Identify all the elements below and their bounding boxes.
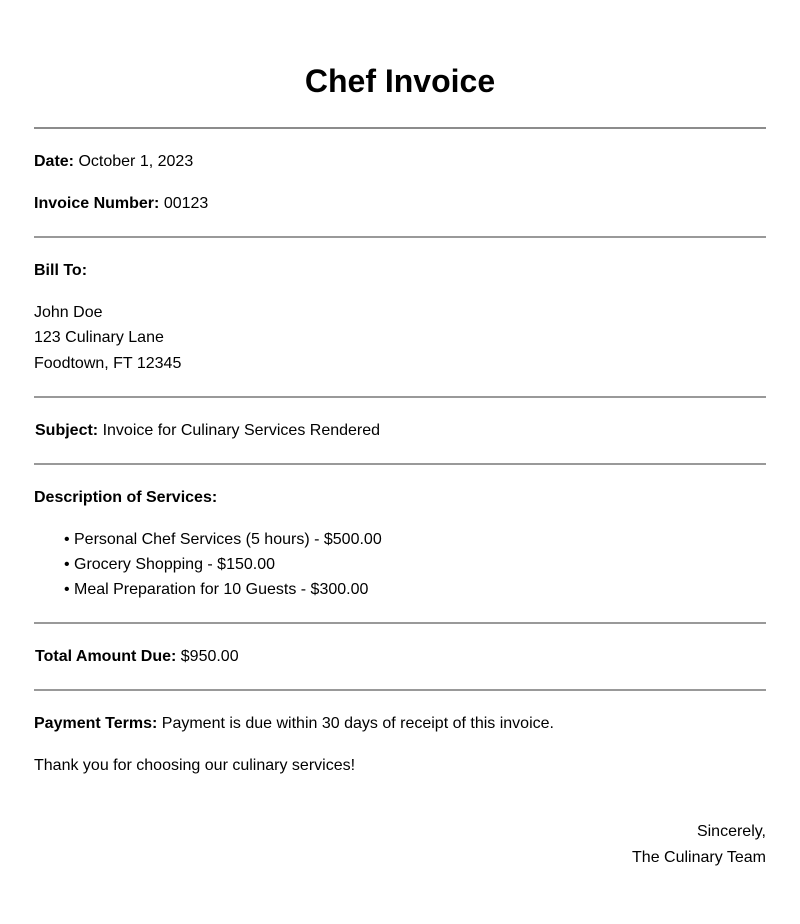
closing-block	[34, 822, 766, 868]
invoice-number	[34, 194, 766, 214]
services-label: Description of Services:	[34, 489, 218, 506]
payment-terms-label: Payment Terms:	[34, 715, 158, 732]
invoice-date	[34, 152, 766, 172]
bill-to-name: John Doe	[34, 304, 103, 321]
closing-signature: The Culinary Team	[632, 849, 766, 866]
bullet: •	[64, 556, 70, 573]
divider	[34, 127, 766, 129]
service-item-text: Meal Preparation for 10 Guests - $300.00	[74, 581, 369, 598]
bullet: •	[64, 581, 70, 598]
invoice-number-value: 00123	[163, 195, 209, 212]
divider	[34, 396, 766, 398]
bill-to-label: Bill To:	[34, 262, 88, 279]
closing-salutation: Sincerely,	[696, 823, 766, 840]
divider	[34, 463, 766, 465]
date-label: Date:	[34, 153, 75, 170]
payment-terms-value: Payment is due within 30 days of receipt of this invoice.	[161, 715, 554, 732]
subject-label: Subject:	[35, 422, 99, 439]
total-label: Total Amount Due:	[35, 648, 177, 665]
bill-to-city: Foodtown, FT 12345	[34, 355, 182, 372]
bullet: •	[64, 531, 70, 548]
invoice-document	[34, 0, 766, 868]
subject-value: Invoice for Culinary Services Rendered	[102, 422, 381, 439]
service-item-text: Personal Chef Services (5 hours) - $500.00	[74, 531, 382, 548]
divider	[34, 236, 766, 238]
service-item-text: Grocery Shopping - $150.00	[74, 556, 276, 573]
total-value: $950.00	[180, 648, 239, 665]
total-amount	[34, 647, 766, 667]
invoice-title: Chef Invoice	[304, 63, 496, 99]
list-item	[64, 580, 766, 600]
divider	[34, 622, 766, 624]
invoice-number-label: Invoice Number:	[34, 195, 160, 212]
list-item	[64, 530, 766, 550]
divider	[34, 689, 766, 691]
invoice-subject	[34, 421, 766, 441]
thank-you-note: Thank you for choosing our culinary services!	[34, 757, 356, 774]
date-value: October 1, 2023	[78, 153, 194, 170]
services-list	[34, 530, 766, 600]
bill-to-street: 123 Culinary Lane	[34, 329, 164, 346]
payment-terms	[34, 714, 766, 734]
list-item	[64, 555, 766, 575]
